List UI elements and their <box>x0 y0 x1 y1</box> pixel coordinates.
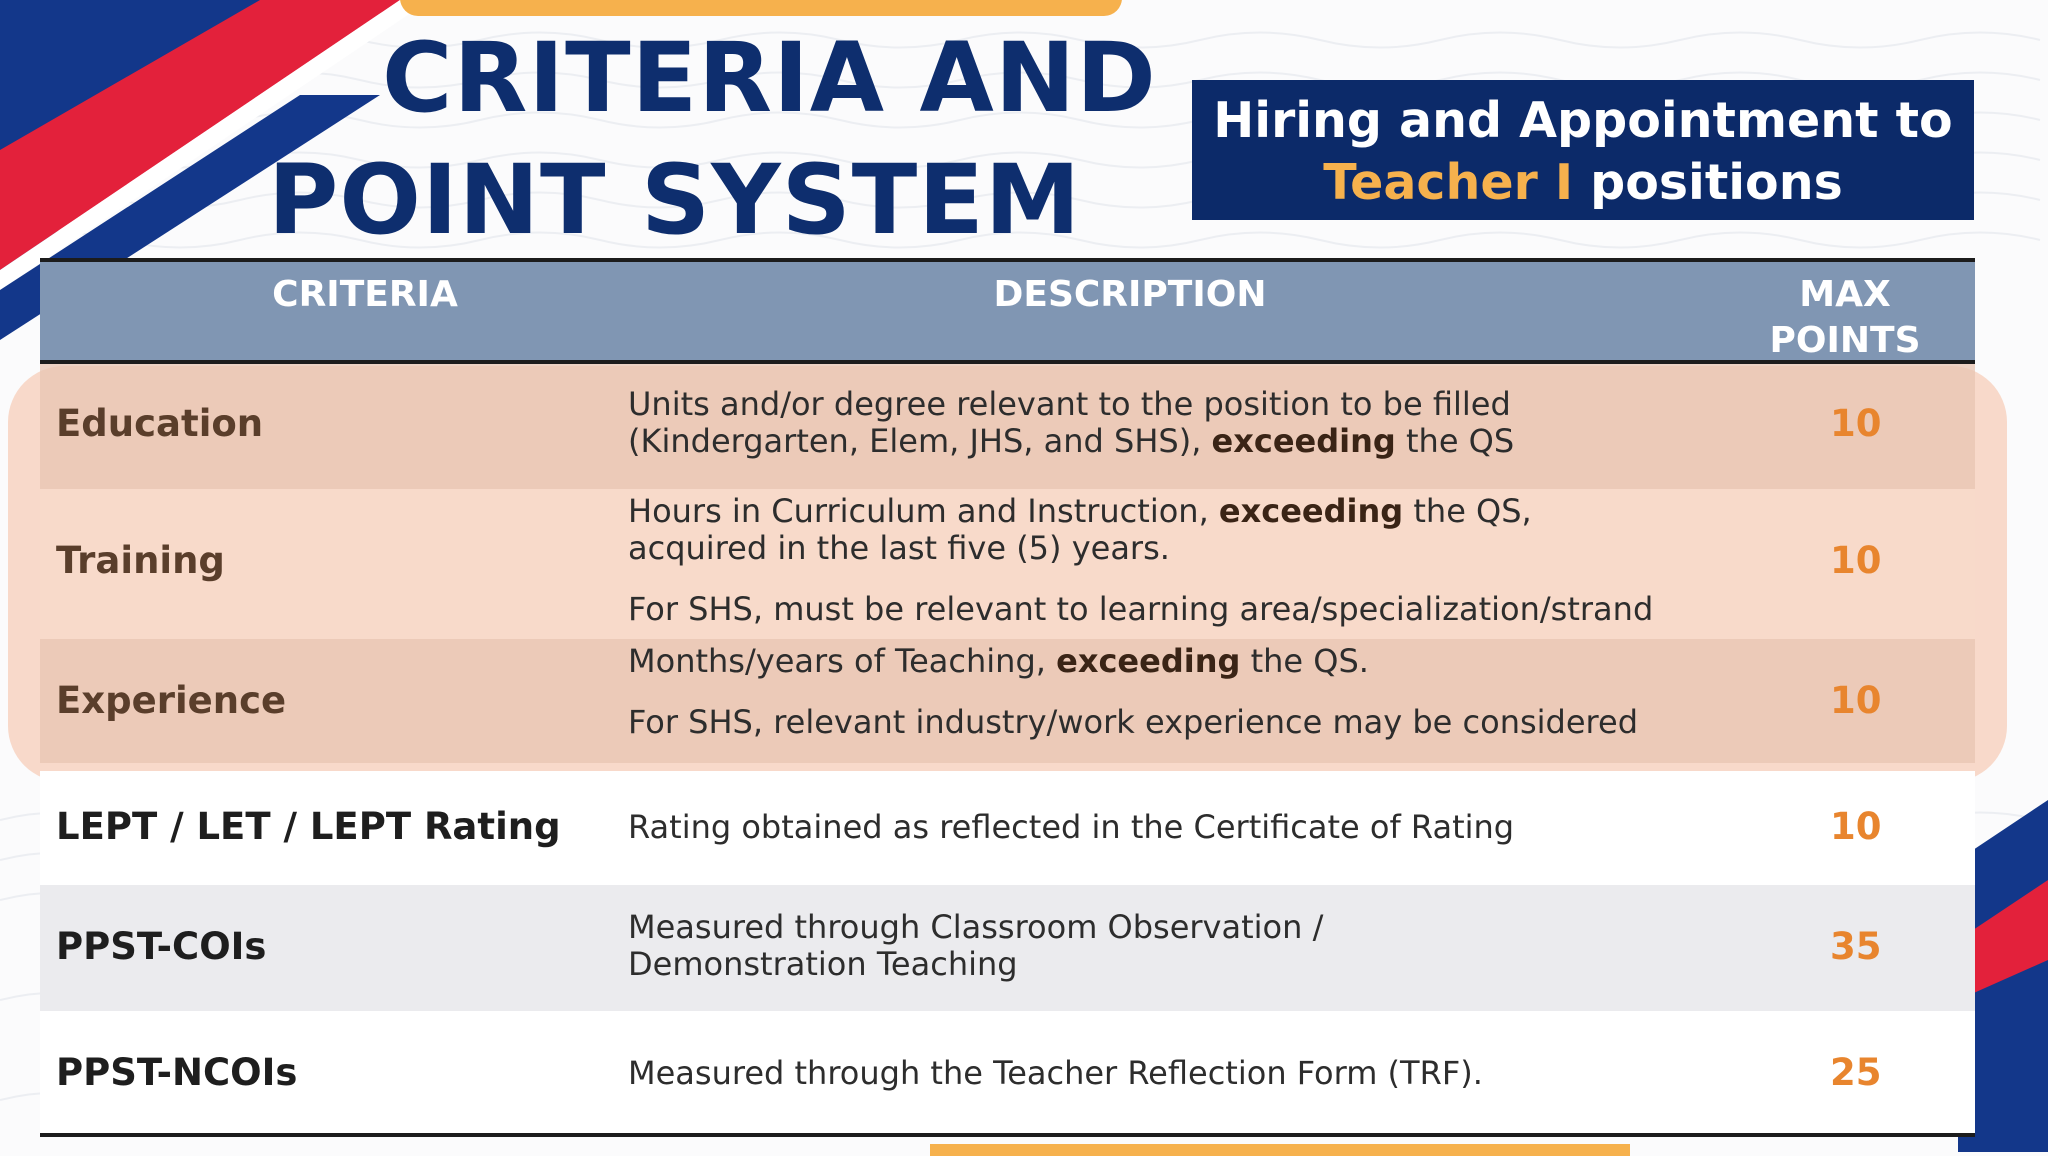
description-cell <box>628 493 1653 628</box>
description-line <box>628 493 1653 530</box>
table-row <box>40 771 1975 885</box>
points-cell: 10 <box>1830 402 1882 445</box>
description-line: Measured through Classroom Observation / <box>628 908 1324 946</box>
top-accent-bar <box>400 0 1122 16</box>
criteria-table <box>40 258 1975 1137</box>
points-cell: 35 <box>1830 925 1882 968</box>
description-line: For SHS, relevant industry/work experience may be considered <box>628 703 1638 741</box>
description-text: the QS <box>1395 422 1515 460</box>
banner-line-1: Hiring and Appointment to <box>1213 92 1953 149</box>
description-emphasis: exceeding <box>1056 642 1241 680</box>
description-cell <box>628 1055 1483 1092</box>
criteria-cell: Education <box>56 402 264 445</box>
table-header <box>40 258 1975 364</box>
table-row <box>40 364 1975 489</box>
description-line: Measured through the Teacher Reflection Form (TRF). <box>628 1054 1483 1092</box>
description-line: Rating obtained as reflected in the Certificate of Rating <box>628 808 1515 846</box>
points-cell: 10 <box>1830 539 1882 582</box>
bottom-accent-bar <box>930 1144 1630 1156</box>
description-cell <box>628 909 1323 983</box>
subtitle-banner <box>1192 80 1974 220</box>
description-cell <box>628 809 1514 846</box>
banner-line-2 <box>1192 152 1974 214</box>
table-row <box>40 885 1975 1011</box>
criteria-cell: PPST-NCOIs <box>56 1051 298 1094</box>
description-line <box>628 423 1514 460</box>
points-cell: 25 <box>1830 1051 1882 1094</box>
description-text: (Kindergarten, Elem, JHS, and SHS), <box>628 422 1212 460</box>
criteria-cell: Training <box>56 539 225 582</box>
description-emphasis: exceeding <box>1211 422 1396 460</box>
page-title-line-2: POINT SYSTEM <box>268 144 1082 256</box>
description-line: Demonstration Teaching <box>628 945 1018 983</box>
description-line: Units and/or degree relevant to the position to be filled <box>628 385 1511 423</box>
points-cell: 10 <box>1830 679 1882 722</box>
criteria-cell: Experience <box>56 679 287 722</box>
banner-accent-text: Teacher I <box>1323 154 1574 211</box>
description-line: For SHS, must be relevant to learning area/specialization/strand <box>628 590 1654 628</box>
header-max-points <box>1760 272 1930 364</box>
description-cell <box>628 386 1514 460</box>
header-description: DESCRIPTION <box>993 274 1267 315</box>
page-title-line-1: CRITERIA AND <box>382 22 1157 134</box>
criteria-cell: LEPT / LET / LEPT Rating <box>56 805 561 848</box>
description-line <box>628 643 1638 680</box>
description-text: Months/years of Teaching, <box>628 642 1057 680</box>
table-row <box>40 489 1975 639</box>
description-cell <box>628 643 1638 741</box>
table-row <box>40 1011 1975 1137</box>
banner-rest-text: positions <box>1573 154 1843 211</box>
description-text: Hours in Curriculum and Instruction, <box>628 492 1219 530</box>
header-criteria: CRITERIA <box>272 274 458 315</box>
header-max-points-line-1: MAX <box>1799 274 1891 315</box>
header-max-points-line-2: POINTS <box>1769 320 1921 361</box>
description-text: the QS, <box>1403 492 1532 530</box>
table-row <box>40 639 1975 763</box>
description-line: acquired in the last five (5) years. <box>628 529 1170 567</box>
description-text: the QS. <box>1240 642 1369 680</box>
points-cell: 10 <box>1830 805 1882 848</box>
description-emphasis: exceeding <box>1218 492 1404 530</box>
criteria-cell: PPST-COIs <box>56 925 267 968</box>
